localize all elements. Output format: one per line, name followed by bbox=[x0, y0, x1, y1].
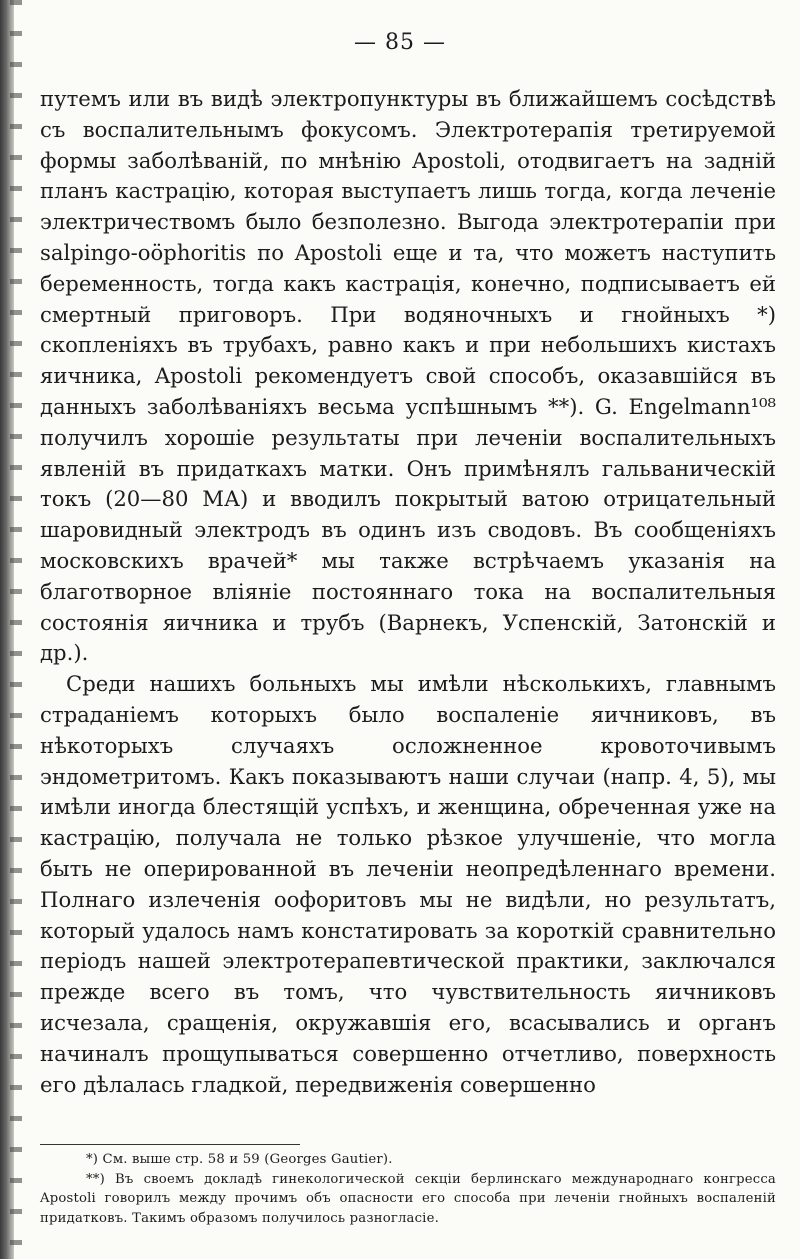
paragraph-1: путемъ или въ видѣ электропунктуры въ ближайшемъ сосѣдствѣ съ воспалительнымъ фокусомъ. Электротерапія третируемой формы заболѣваній, по мнѣнію Apostoli, отодвигаетъ на задній планъ кастрацію, которая выступаетъ лишь тогда, когда леченіе электричествомъ было безполезно. Выгода электротерапіи при salpingo-oöphoritis по Apostoli еще и та, что можетъ наступить беременность, тогда какъ кастрація, конечно, подписываетъ ей смертный приговоръ. При водяночныхъ и гнойныхъ *) скопленіяхъ въ трубахъ, равно какъ и при небольшихъ кистахъ яичника, Apostoli рекомендуетъ свой способъ, оказавшійся въ данныхъ заболѣваніяхъ весьма успѣшнымъ **). G. Engelmann¹⁰⁸ получилъ хорошіе результаты при леченіи воспалительныхъ явленій въ придаткахъ матки. Онъ примѣнялъ гальваническій токъ (20—80 МА) и вводилъ покрытый ватою отрицательный шаровидный электродъ въ одинъ изъ сводовъ. Въ сообщеніяхъ московскихъ врачей* мы также встрѣчаемъ указанія на благотворное вліяніе постояннаго тока на воспалительныя состоянія яичника и трубъ (Варнекъ, Успенскій, Затонскій и др.). bbox=[40, 86, 776, 666]
body-text bbox=[40, 84, 776, 1100]
binding-shadow bbox=[10, 0, 22, 1259]
footnote-1: *) См. выше стр. 58 и 59 (Georges Gautier). bbox=[86, 1152, 393, 1167]
footnote-2: **) Въ своемъ докладѣ гинекологической секціи берлинскаго международнаго конгресса Apostoli говорилъ между прочимъ объ опасности его способа при леченіи гнойныхъ воспаленій придатковъ. Такимъ образомъ получилось разногласіе. bbox=[40, 1171, 776, 1226]
footnote-separator bbox=[40, 1144, 300, 1145]
paragraph-2: Среди нашихъ больныхъ мы имѣли нѣсколькихъ, главнымъ страданіемъ которыхъ было воспаленіе яичниковъ, въ нѣкоторыхъ случаяхъ осложненное кровоточивымъ эндометритомъ. Какъ показываютъ наши случаи (напр. 4, 5), мы имѣли иногда блестящій успѣхъ, и женщина, обреченная уже на кастрацію, получала не только рѣзкое улучшеніе, что могла быть не оперированной въ леченіи неопредѣленнаго времени. Полнаго излеченія оофоритовъ мы не видѣли, но результатъ, который удалось намъ констатировать за короткій сравнительно періодъ нашей электротерапевтической практики, заключался прежде всего въ томъ, что чувствительность яичниковъ исчезала, сращенія, окружавшія его, всасывались и органъ начиналъ прощупываться совершенно отчетливо, поверхность его дѣлалась гладкой, передвиженія совершенно bbox=[40, 671, 776, 1097]
page-number: — 85 — bbox=[354, 30, 446, 55]
footnotes bbox=[40, 1150, 776, 1228]
